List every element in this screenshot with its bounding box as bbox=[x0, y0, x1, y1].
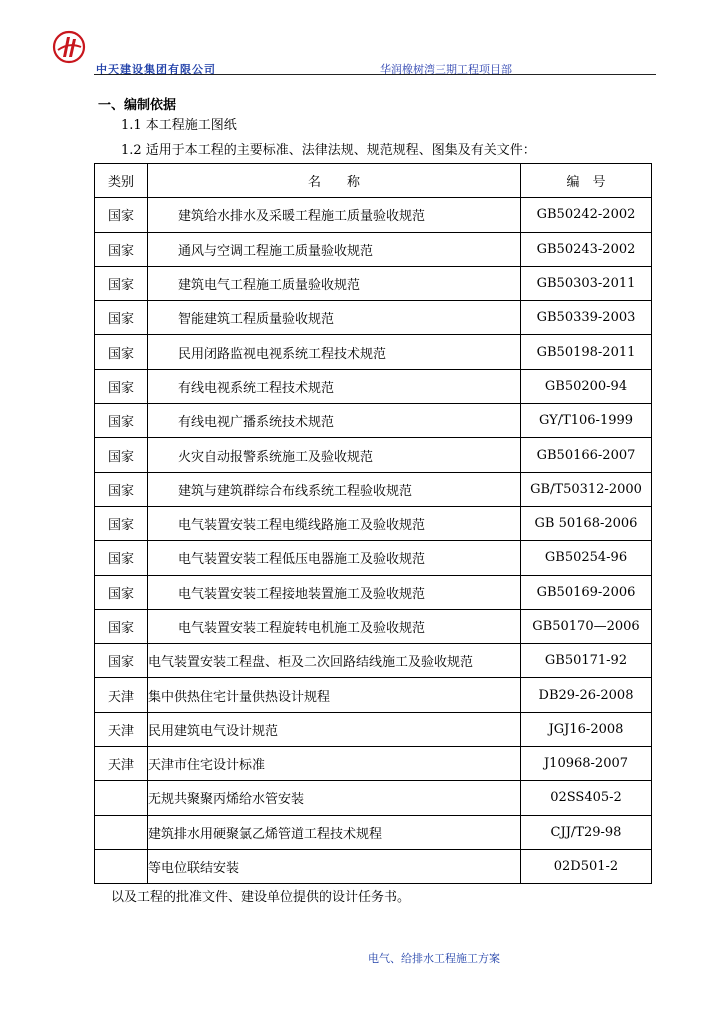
row-category: 天津 bbox=[95, 678, 148, 712]
header-divider bbox=[94, 74, 656, 75]
table-row bbox=[95, 815, 652, 849]
row-category: 国家 bbox=[95, 301, 148, 335]
row-code: GB50242-2002 bbox=[521, 198, 652, 232]
table-header-row bbox=[95, 164, 652, 198]
row-code: 02D501-2 bbox=[521, 849, 652, 883]
table-row bbox=[95, 712, 652, 746]
row-category: 国家 bbox=[95, 472, 148, 506]
table-row bbox=[95, 198, 652, 232]
table-body bbox=[95, 198, 652, 884]
row-code: JGJ16-2008 bbox=[521, 712, 652, 746]
row-category bbox=[95, 815, 148, 849]
row-category: 国家 bbox=[95, 438, 148, 472]
row-name: 电气装置安装工程旋转电机施工及验收规范 bbox=[148, 609, 521, 643]
row-category bbox=[95, 781, 148, 815]
row-code: 02SS405-2 bbox=[521, 781, 652, 815]
row-name: 集中供热住宅计量供热设计规程 bbox=[148, 678, 521, 712]
row-category: 国家 bbox=[95, 609, 148, 643]
row-code: GB50303-2011 bbox=[521, 266, 652, 300]
row-code: GB50169-2006 bbox=[521, 575, 652, 609]
reference-table bbox=[94, 163, 652, 884]
row-code: GB50171-92 bbox=[521, 644, 652, 678]
company-name: 中天建设集团有限公司 bbox=[96, 63, 216, 76]
row-category bbox=[95, 849, 148, 883]
table-row bbox=[95, 472, 652, 506]
row-code: GB50339-2003 bbox=[521, 301, 652, 335]
row-code: GB50198-2011 bbox=[521, 335, 652, 369]
table-row bbox=[95, 232, 652, 266]
row-category: 天津 bbox=[95, 712, 148, 746]
header-category: 类别 bbox=[95, 164, 148, 198]
row-name: 建筑给水排水及采暖工程施工质量验收规范 bbox=[148, 198, 521, 232]
row-category: 国家 bbox=[95, 369, 148, 403]
table-row bbox=[95, 438, 652, 472]
table-row bbox=[95, 609, 652, 643]
row-name: 建筑与建筑群综合布线系统工程验收规范 bbox=[148, 472, 521, 506]
row-code: GB50200-94 bbox=[521, 369, 652, 403]
table-row bbox=[95, 781, 652, 815]
row-code: GB50243-2002 bbox=[521, 232, 652, 266]
row-code: DB29-26-2008 bbox=[521, 678, 652, 712]
row-name: 智能建筑工程质量验收规范 bbox=[148, 301, 521, 335]
row-code: GY/T106-1999 bbox=[521, 404, 652, 438]
project-name: 华润橡树湾三期工程项目部 bbox=[380, 63, 512, 76]
row-name: 电气装置安装工程低压电器施工及验收规范 bbox=[148, 541, 521, 575]
row-code: GB50170—2006 bbox=[521, 609, 652, 643]
table-row bbox=[95, 644, 652, 678]
table-row bbox=[95, 506, 652, 540]
row-category: 国家 bbox=[95, 644, 148, 678]
row-name: 民用建筑电气设计规范 bbox=[148, 712, 521, 746]
row-code: GB 50168-2006 bbox=[521, 506, 652, 540]
row-name: 有线电视系统工程技术规范 bbox=[148, 369, 521, 403]
row-name: 建筑排水用硬聚氯乙烯管道工程技术规程 bbox=[148, 815, 521, 849]
row-category: 国家 bbox=[95, 335, 148, 369]
company-logo-icon bbox=[52, 30, 86, 64]
header-name: 名 称 bbox=[148, 164, 521, 198]
row-name: 火灾自动报警系统施工及验收规范 bbox=[148, 438, 521, 472]
footer-text: 以及工程的批准文件、建设单位提供的设计任务书。 bbox=[111, 890, 411, 905]
row-name: 电气装置安装工程接地装置施工及验收规范 bbox=[148, 575, 521, 609]
table-row bbox=[95, 575, 652, 609]
table-row bbox=[95, 747, 652, 781]
table-row bbox=[95, 849, 652, 883]
row-code: GB50166-2007 bbox=[521, 438, 652, 472]
row-category: 国家 bbox=[95, 404, 148, 438]
table-row bbox=[95, 335, 652, 369]
row-category: 国家 bbox=[95, 198, 148, 232]
section-title: 一、编制依据 bbox=[98, 98, 177, 113]
row-code: J10968-2007 bbox=[521, 747, 652, 781]
header-code: 编 号 bbox=[521, 164, 652, 198]
row-name: 电气装置安装工程盘、柜及二次回路结线施工及验收规范 bbox=[148, 644, 521, 678]
row-name: 无规共聚聚丙烯给水管安装 bbox=[148, 781, 521, 815]
row-code: GB50254-96 bbox=[521, 541, 652, 575]
table-row bbox=[95, 404, 652, 438]
row-name: 等电位联结安装 bbox=[148, 849, 521, 883]
row-name: 通风与空调工程施工质量验收规范 bbox=[148, 232, 521, 266]
row-category: 国家 bbox=[95, 266, 148, 300]
row-name: 建筑电气工程施工质量验收规范 bbox=[148, 266, 521, 300]
row-name: 民用闭路监视电视系统工程技术规范 bbox=[148, 335, 521, 369]
row-category: 国家 bbox=[95, 506, 148, 540]
table-row bbox=[95, 266, 652, 300]
subsection-2: 1.2 适用于本工程的主要标准、法律法规、规范规程、图集及有关文件： bbox=[121, 143, 536, 158]
row-code: GB/T50312-2000 bbox=[521, 472, 652, 506]
row-code: CJJ/T29-98 bbox=[521, 815, 652, 849]
row-name: 电气装置安装工程电缆线路施工及验收规范 bbox=[148, 506, 521, 540]
table-row bbox=[95, 678, 652, 712]
row-name: 有线电视广播系统技术规范 bbox=[148, 404, 521, 438]
row-name: 天津市住宅设计标准 bbox=[148, 747, 521, 781]
document-title: 电气、给排水工程施工方案 bbox=[368, 952, 500, 965]
subsection-1: 1.1 本工程施工图纸 bbox=[121, 118, 237, 133]
table-row bbox=[95, 369, 652, 403]
row-category: 国家 bbox=[95, 575, 148, 609]
table-row bbox=[95, 541, 652, 575]
row-category: 国家 bbox=[95, 232, 148, 266]
row-category: 天津 bbox=[95, 747, 148, 781]
table-row bbox=[95, 301, 652, 335]
row-category: 国家 bbox=[95, 541, 148, 575]
